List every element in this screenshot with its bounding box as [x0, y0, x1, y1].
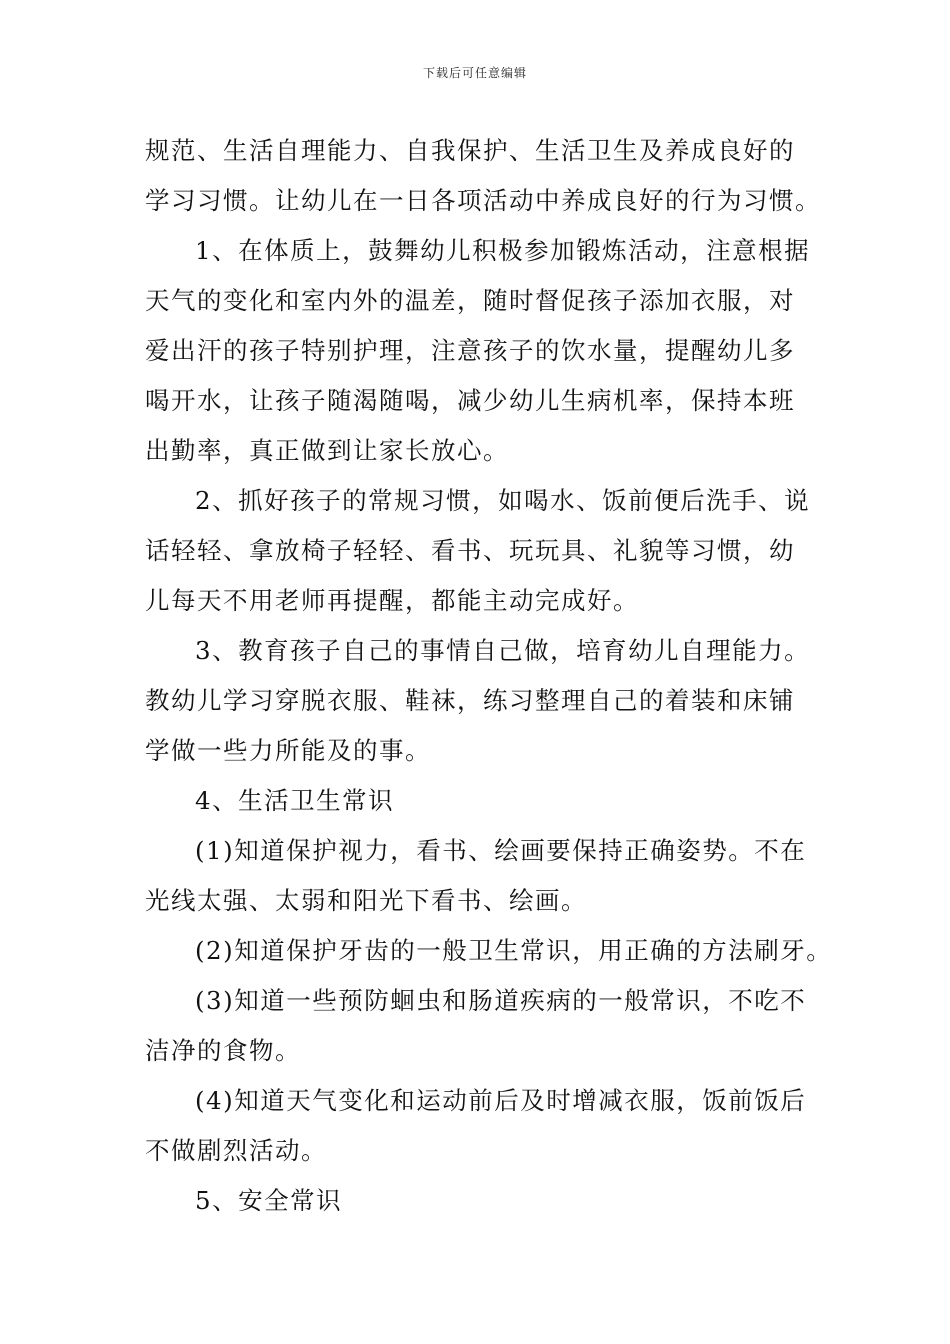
text-line: 天气的变化和室内外的温差，随时督促孩子添加衣服，对: [145, 286, 795, 315]
text-line: 喝开水，让孩子随渴随喝，减少幼儿生病机率，保持本班: [145, 386, 795, 415]
section-heading: 4、生活卫生常识: [195, 786, 395, 815]
text-line: (3)知道一些预防蛔虫和肠道疾病的一般常识，不吃不: [195, 986, 807, 1015]
text-line: 儿每天不用老师再提醒，都能主动完成好。: [145, 586, 639, 615]
text-line: 规范、生活自理能力、自我保护、生活卫生及养成良好的: [145, 136, 795, 165]
text-line: 话轻轻、拿放椅子轻轻、看书、玩玩具、礼貌等习惯，幼: [145, 536, 795, 565]
text-line: 1、在体质上，鼓舞幼儿积极参加锻炼活动，注意根据: [195, 236, 811, 265]
text-line: 教幼儿学习穿脱衣服、鞋袜，练习整理自己的着装和床铺: [145, 686, 795, 715]
text-line: (4)知道天气变化和运动前后及时增减衣服，饭前饭后: [195, 1086, 807, 1115]
document-body: [145, 126, 833, 1226]
text-line: (2)知道保护牙齿的一般卫生常识，用正确的方法刷牙。: [195, 936, 833, 965]
text-line: 不做剧烈活动。: [145, 1136, 327, 1165]
text-line: 2、抓好孩子的常规习惯，如喝水、饭前便后洗手、说: [195, 486, 811, 515]
text-line: 爱出汗的孩子特别护理，注意孩子的饮水量，提醒幼儿多: [145, 336, 795, 365]
text-line: 学做一些力所能及的事。: [145, 736, 431, 765]
text-line: 出勤率，真正做到让家长放心。: [145, 436, 509, 465]
text-line: 光线太强、太弱和阳光下看书、绘画。: [145, 886, 587, 915]
text-line: 3、教育孩子自己的事情自己做，培育幼儿自理能力。: [195, 636, 811, 665]
text-line: 学习习惯。让幼儿在一日各项活动中养成良好的行为习惯。: [145, 186, 821, 215]
section-heading: 5、安全常识: [195, 1186, 343, 1215]
page-header: 下载后可任意编辑: [422, 66, 527, 80]
text-line: (1)知道保护视力，看书、绘画要保持正确姿势。不在: [195, 836, 807, 865]
text-line: 洁净的食物。: [145, 1036, 301, 1065]
